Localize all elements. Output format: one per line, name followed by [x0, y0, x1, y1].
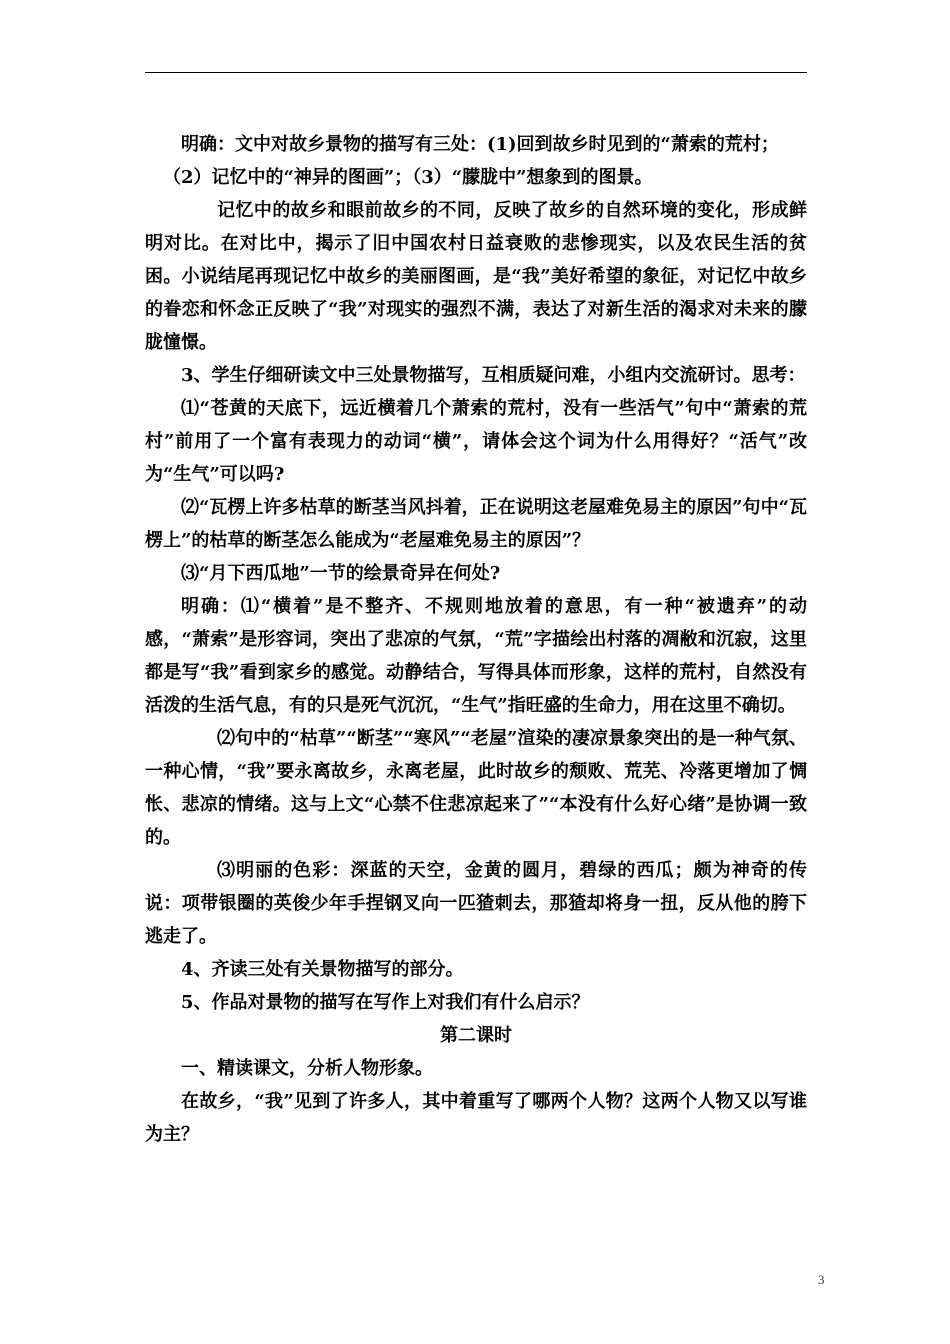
paragraph-answer-items: （2）记忆中的“神异的图画”；（3）“朦胧中”想象到的图景。 — [163, 167, 653, 188]
paragraph-answer-1: 明确：⑴“横着”是不整齐、不规则地放着的意思，有一种“被遗弃”的动感，“萧索”是形容词，突出了悲凉的气氛，“荒”字描绘出村落的凋敝和沉寂，这里都是写“我”看到家乡的感觉。动静结合，写得具体而形象，这样的荒村，自然没有活泼的生活气息，有的只是死气沉沉，“生气”指旺盛的生命力，用在这里不确切。 — [145, 596, 807, 716]
paragraph-question-2: ⑵“瓦楞上许多枯草的断茎当风抖着，正在说明这老屋难免易主的原因”句中“瓦楞上”的枯草的断茎怎么能成为“老屋难免易主的原因”？ — [145, 497, 807, 551]
section-heading-lesson-2: 第二课时 — [440, 1025, 512, 1046]
paragraph-contrast-analysis: 记忆中的故乡和眼前故乡的不同，反映了故乡的自然环境的变化，形成鲜明对比。在对比中，揭示了旧中国农村日益衰败的悲惨现实，以及农民生活的贫困。小说结尾再现记忆中故乡的美丽图画，是“我”美好希望的象征，对记忆中故乡的眷恋和怀念正反映了“我”对现实的强烈不满，表达了对新生活的渴求对未来的朦胧憧憬。 — [145, 200, 807, 353]
paragraph-step-4: 4、齐读三处有关景物描写的部分。 — [181, 959, 464, 980]
header-rule — [145, 72, 807, 73]
paragraph-character-question: 在故乡，“我”见到了许多人，其中着重写了哪两个人物？这两个人物又以写谁为主？ — [145, 1091, 807, 1145]
paragraph-step-5: 5、作品对景物的描写在写作上对我们有什么启示？ — [181, 992, 590, 1013]
paragraph-part-1-heading: 一、精读课文，分析人物形象。 — [181, 1058, 433, 1079]
paragraph-step-3: 3、学生仔细研读文中三处景物描写，互相质疑问难，小组内交流研讨。思考： — [181, 365, 806, 386]
paragraph-question-1: ⑴“苍黄的天底下，远近横着几个萧索的荒村，没有一些活气”句中“萧索的荒村”前用了一个富有表现力的动词“横”，请体会这个词为什么用得好？“活气”改为“生气”可以吗? — [145, 398, 807, 485]
paragraph-question-3: ⑶“月下西瓜地”一节的绘景奇异在何处? — [181, 563, 501, 584]
paragraph-answer-2: ⑵句中的“枯草”“断茎”“寒风”“老屋”渲染的凄凉景象突出的是一种气氛、一种心情，“我”要永离故乡，永离老屋，此时故乡的颓败、荒芜、冷落更增加了惆怅、悲凉的情绪。这与上文“心禁不住悲凉起来了”“本没有什么好心绪”是协调一致的。 — [145, 728, 807, 848]
paragraph-answer-3: ⑶明丽的色彩：深蓝的天空，金黄的圆月，碧绿的西瓜；颇为神奇的传说：项带银圈的英俊少年手捏钢叉向一匹猹刺去，那猹却将身一扭，反从他的胯下逃走了。 — [145, 860, 807, 947]
paragraph-answer-intro: 明确：文中对故乡景物的描写有三处：(1)回到故乡时见到的“萧索的荒村； — [181, 134, 779, 155]
page-number: 3 — [818, 1272, 825, 1287]
document-body — [145, 128, 807, 1151]
